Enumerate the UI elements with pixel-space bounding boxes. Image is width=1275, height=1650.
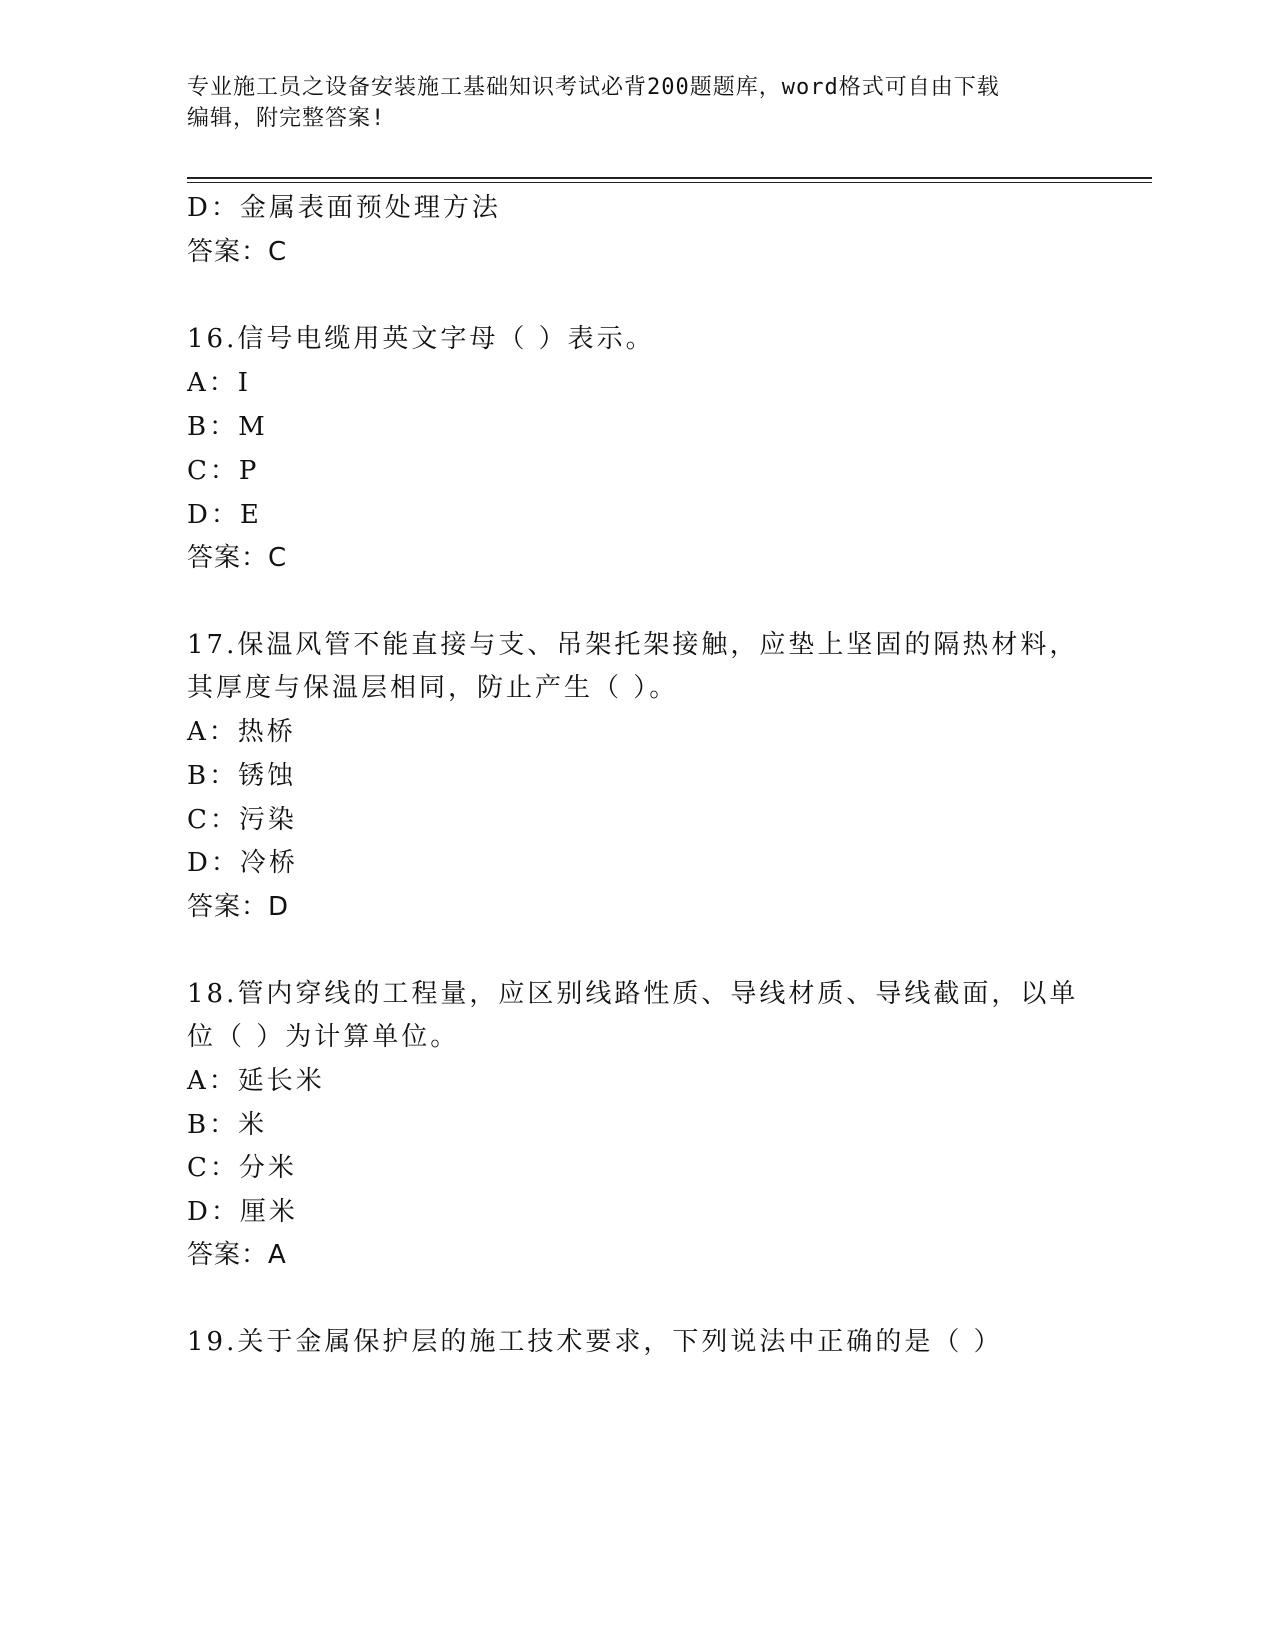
question-19-stem: 19.关于金属保护层的施工技术要求，下列说法中正确的是（ ） [187, 1327, 1003, 1357]
question-18-option-a: A：延长米 [187, 1066, 325, 1096]
header-divider-thin [187, 182, 1152, 183]
question-17-option-d: D：冷桥 [187, 848, 298, 878]
question-16-option-d: D：E [187, 500, 262, 530]
question-18-stem-line-2: 位（ ）为计算单位。 [187, 1022, 460, 1052]
question-16-option-a: A：I [187, 368, 252, 398]
question-16-answer: 答案：C [187, 543, 288, 573]
header-title-line-1: 专业施工员之设备安装施工基础知识考试必背200题题库，word格式可自由下载 [187, 75, 1000, 100]
prev-question-answer: 答案：C [187, 237, 288, 267]
document-header [187, 72, 1087, 134]
question-17-stem-line-2: 其厚度与保温层相同，防止产生（ ）。 [187, 673, 679, 703]
question-18-option-b: B：米 [187, 1110, 268, 1140]
question-18-answer: 答案：A [187, 1240, 287, 1270]
header-title-line-2: 编辑，附完整答案! [187, 106, 386, 131]
question-18-option-c: C：分米 [187, 1153, 297, 1183]
prev-question-option-d: D：金属表面预处理方法 [187, 193, 501, 223]
question-17-option-a: A：热桥 [187, 717, 296, 747]
header-divider-thick [187, 177, 1152, 179]
question-18-stem-line-1: 18.管内穿线的工程量，应区别线路性质、导线材质、导线截面，以单 [187, 979, 1079, 1009]
question-18-option-d: D：厘米 [187, 1197, 298, 1227]
question-17-option-c: C：污染 [187, 805, 297, 835]
question-16-stem: 16.信号电缆用英文字母（ ）表示。 [187, 324, 655, 354]
question-17-answer: 答案：D [187, 892, 290, 922]
question-16-option-b: B：M [187, 412, 268, 442]
question-16-option-c: C：P [187, 456, 260, 486]
question-17-option-b: B：锈蚀 [187, 761, 297, 791]
question-17-stem-line-1: 17.保温风管不能直接与支、吊架托架接触，应垫上坚固的隔热材料， [187, 630, 1079, 660]
